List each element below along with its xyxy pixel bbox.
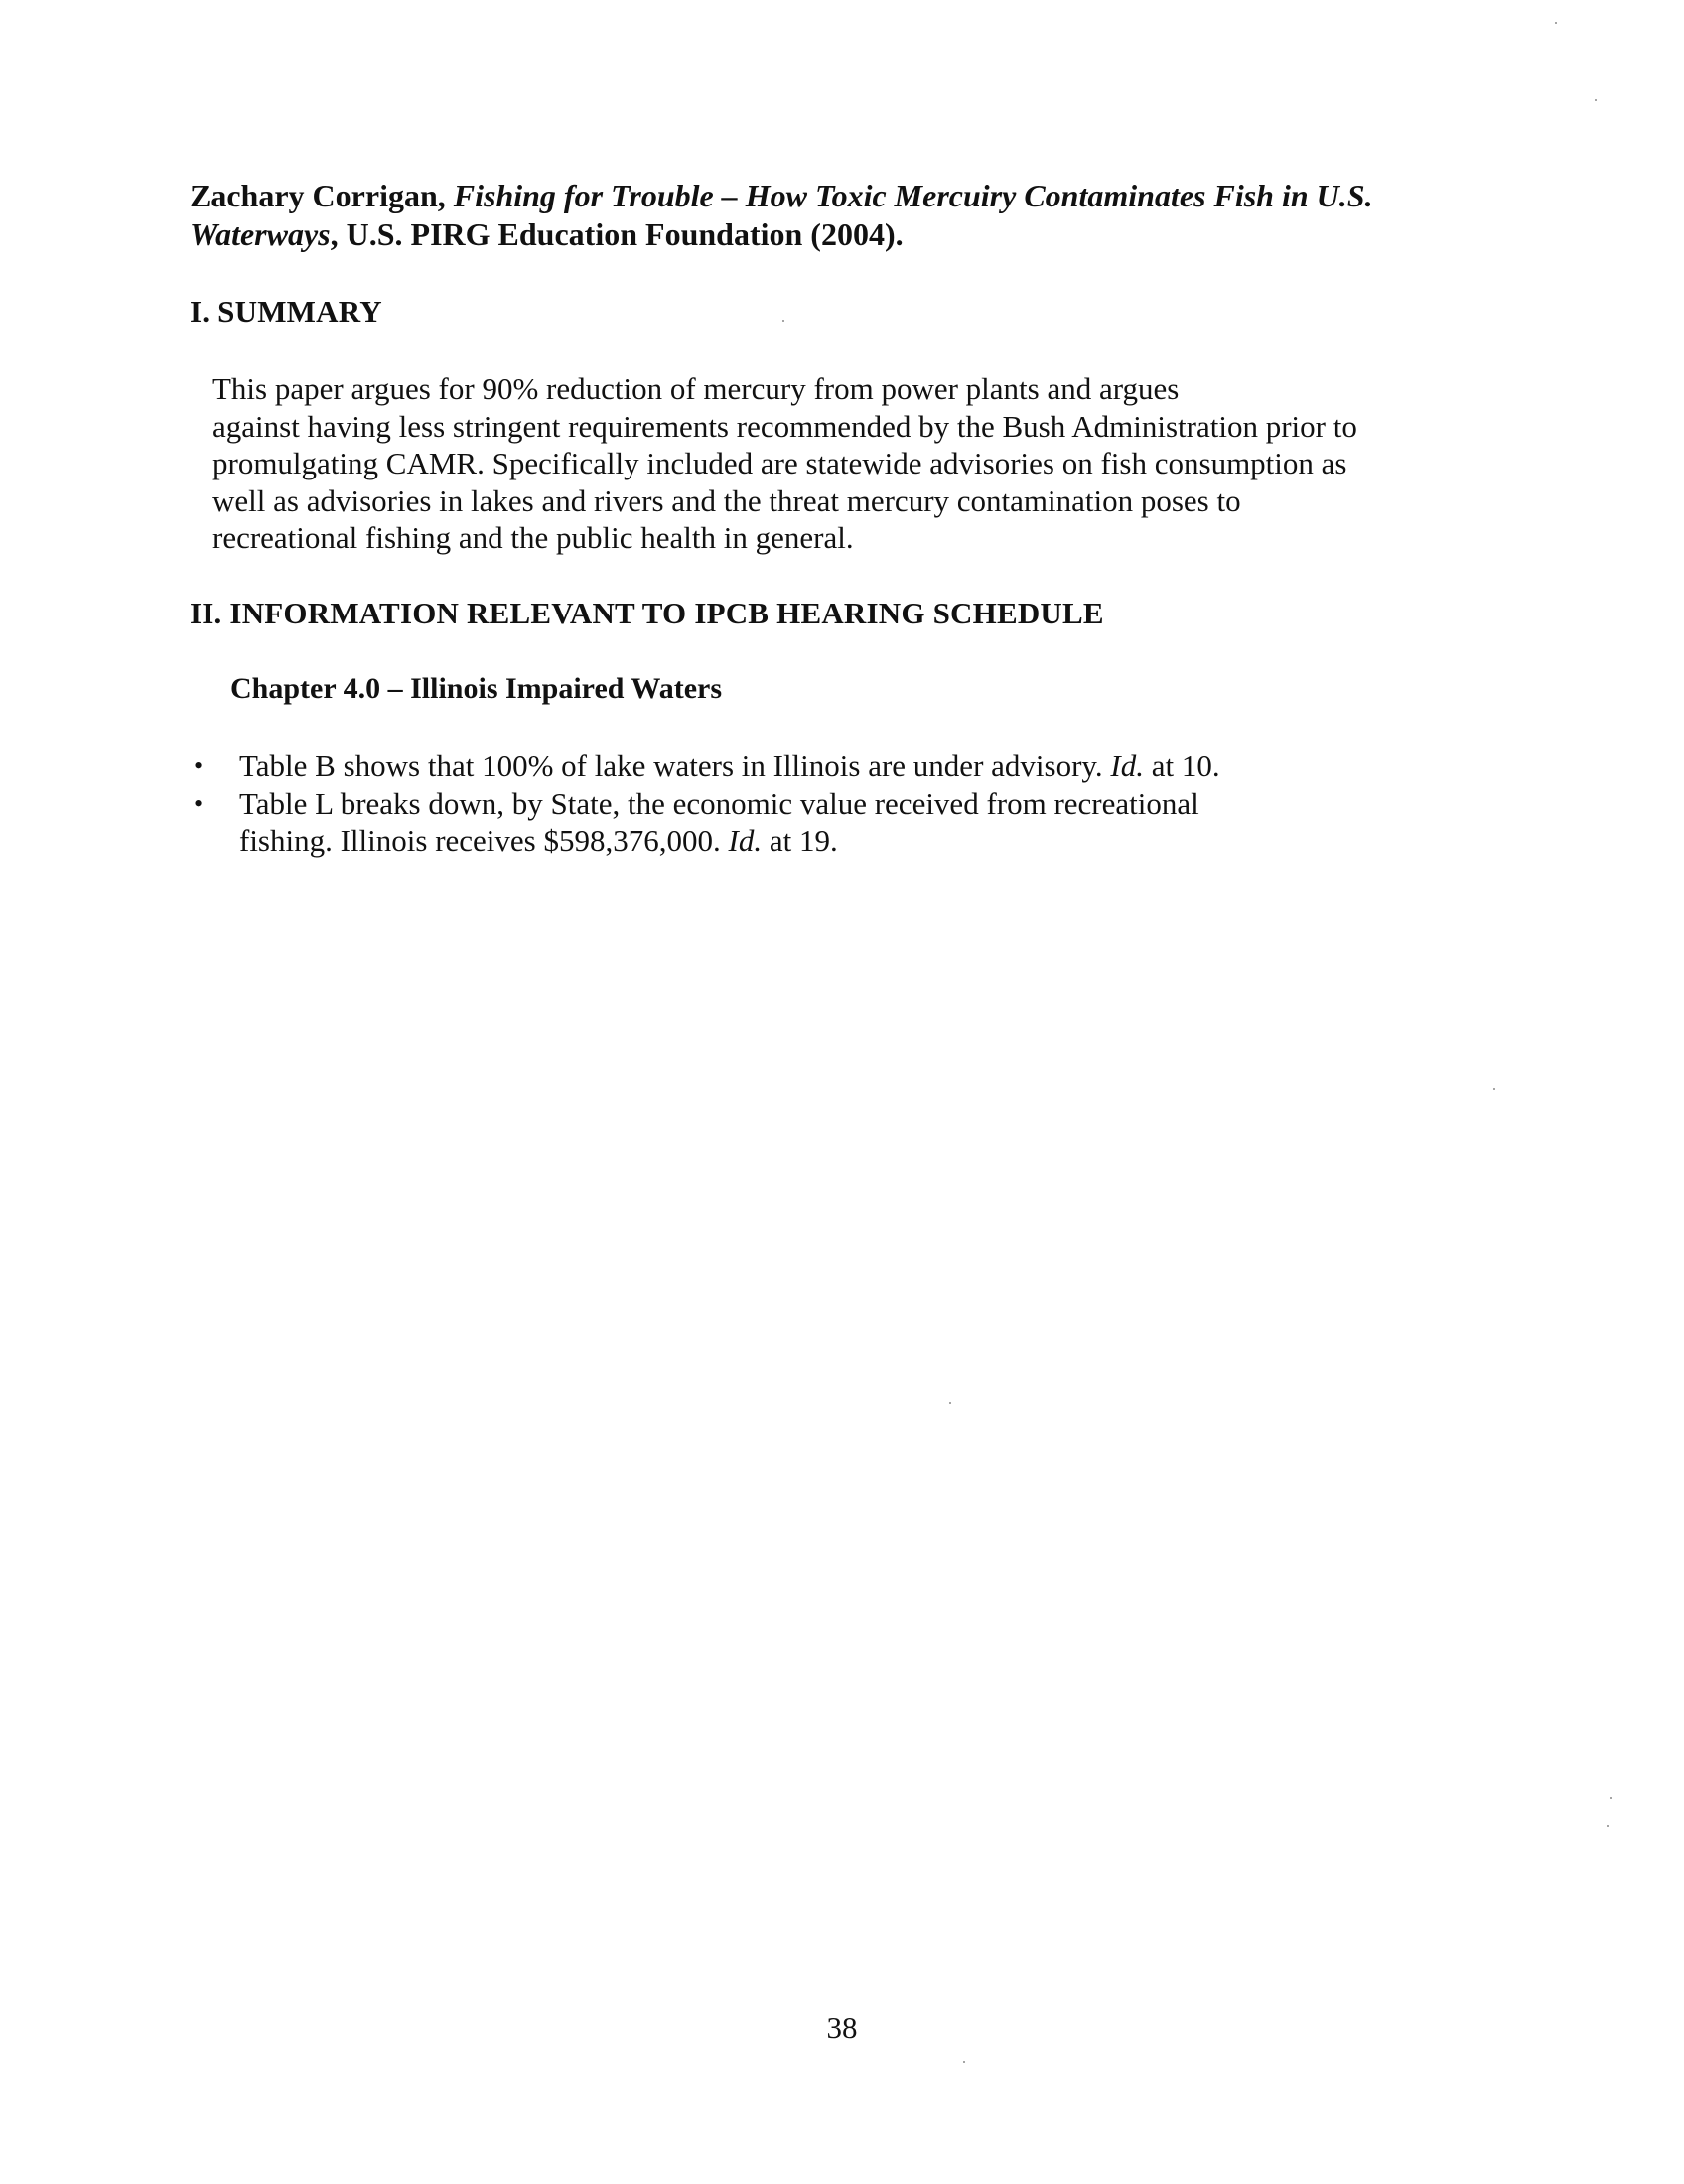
bullet-citation: Id.	[1110, 749, 1144, 783]
scan-speck	[1555, 22, 1557, 24]
scan-speck	[1607, 1825, 1609, 1827]
summary-line: recreational fishing and the public health in general.	[212, 520, 854, 555]
summary-line: well as advisories in lakes and rivers and the threat mercury contamination poses to	[212, 482, 1241, 518]
citation-publisher: , U.S. PIRG Education Foundation (2004).	[330, 216, 904, 252]
bullet-text: fishing. Illinois receives $598,376,000.	[239, 823, 729, 858]
bullet-citation: Id.	[728, 823, 763, 858]
bullet-text: at 10.	[1143, 749, 1220, 783]
bullet-text: at 19.	[762, 823, 838, 858]
summary-line: promulgating CAMR. Specifically included are statewide advisories on fish consumption as	[212, 446, 1347, 480]
bullet-icon: •	[194, 751, 204, 780]
bullet-icon: •	[194, 788, 204, 818]
summary-heading: I. SUMMARY	[190, 294, 382, 329]
scan-speck	[949, 1402, 951, 1404]
bullet-line	[239, 785, 1381, 823]
bullet-item	[190, 748, 1381, 785]
info-heading: II. INFORMATION RELEVANT TO IPCB HEARING SCHEDULE	[190, 596, 1104, 630]
citation-author: Zachary Corrigan,	[190, 178, 446, 213]
citation	[190, 177, 1441, 254]
bullet-line	[239, 748, 1381, 785]
scan-speck	[1595, 99, 1597, 101]
bullet-text: Table L breaks down, by State, the economic value received from recreational	[239, 785, 1199, 821]
scan-speck	[1610, 1797, 1612, 1799]
summary-paragraph	[212, 370, 1503, 557]
summary-line: This paper argues for 90% reduction of mercury from power plants and argues	[212, 371, 1180, 406]
page-number: 38	[826, 2010, 858, 2045]
summary-line: against having less stringent requirements recommended by the Bush Administration prior to	[212, 408, 1357, 444]
bullet-text: Table B shows that 100% of lake waters in Illinois are under advisory.	[239, 749, 1111, 783]
chapter-heading: Chapter 4.0 – Illinois Impaired Waters	[230, 672, 723, 705]
scan-speck	[782, 320, 784, 322]
citation-title: Fishing for Trouble – How Toxic Mercuiry Contaminates Fish in U.S. Waterways	[190, 178, 1373, 252]
scan-speck	[963, 2061, 965, 2063]
bullet-list	[190, 748, 1381, 860]
scan-speck	[1493, 1088, 1495, 1090]
bullet-line	[239, 822, 1381, 860]
bullet-item	[190, 785, 1381, 860]
